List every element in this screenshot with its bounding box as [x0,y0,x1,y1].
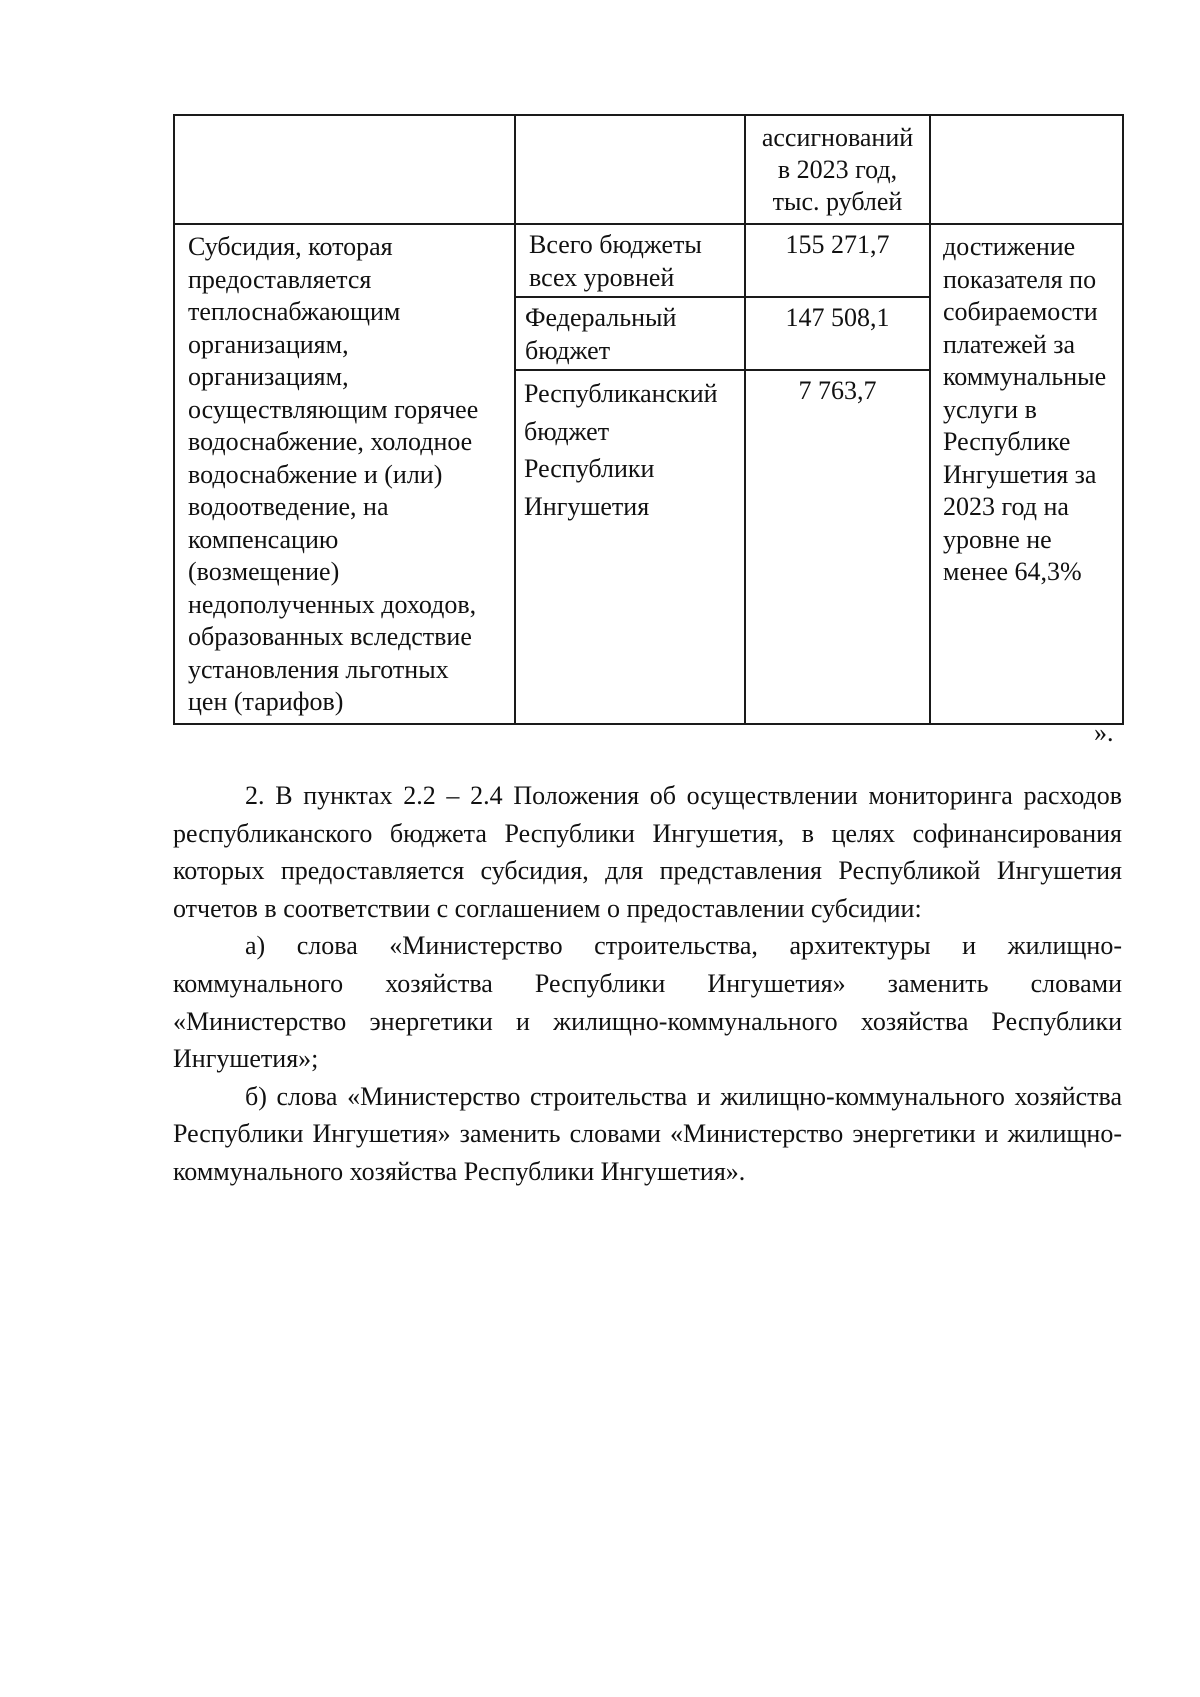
budget-level-line: Республики [524,454,655,483]
goal-line: Ингушетия за [943,459,1097,489]
goal-line: коммунальные [943,362,1107,391]
header-amount-line: тыс. рублей [772,187,903,216]
subsidy-line: недополученных доходов, [188,589,477,619]
table-header-row [174,115,1123,224]
subsidy-line: организациям, [188,329,349,359]
goal-line: 2023 год на [943,492,1069,521]
header-cell-empty-4 [930,115,1123,224]
subsidy-line: водоснабжение, холодное [188,427,473,456]
amount-cell: 155 271,7 [745,224,930,297]
subsidy-line: предоставляется [188,264,372,294]
amount-cell: 147 508,1 [745,297,930,370]
goal-line: платежей за [943,329,1076,359]
subsidy-line: водоснабжение и (или) [188,459,443,489]
header-cell-amount [745,115,930,224]
budget-level-line: Всего бюджеты [529,230,702,259]
subsidy-line: организациям, [188,362,349,391]
closing-quote: ». [1094,718,1114,747]
amount-cell: 7 763,7 [745,370,930,724]
budget-level-line: Ингушетия [524,491,650,521]
subsidy-description-cell [174,224,515,724]
paragraph-item-2: 2. В пунктах 2.2 – 2.4 Положения об осуществлении мониторинга расходов республиканского бюджета Республики Ингушетия, в целях софинансирования которых предоставляется субсидия, для представления Республикой Ингушетия отчетов в соответствии с соглашением о предоставлении субсидии: [173,781,1122,923]
subsidy-line: Субсидия, которая [188,232,393,261]
goal-line: уровне не [943,524,1052,554]
budget-level-cell [515,370,745,724]
subsidy-line: образованных вследствие [188,622,472,651]
header-amount-line: в 2023 год, [777,155,898,184]
budget-level-cell [515,224,745,297]
subsidy-line: теплоснабжающим [188,297,401,326]
budget-level-line: бюджет [524,416,610,446]
budget-level-line: Республиканский [524,379,718,408]
goal-line: показателя по [943,264,1097,294]
document-body [173,777,1122,1191]
budget-level-line: всех уровней [529,262,675,292]
budget-level-line: Федеральный [525,303,677,332]
budget-table [173,114,1124,725]
budget-level-line: бюджет [525,335,611,365]
subsidy-line: осуществляющим горячее [188,394,479,424]
header-cell-empty-2 [515,115,745,224]
table-row [174,224,1123,297]
subsidy-line: (возмещение) [188,557,340,586]
header-cell-empty-1 [174,115,515,224]
paragraph-subitem-b: б) слова «Министерство строительства и жилищно-коммунального хозяйства Республики Ингушетия» заменить словами «Министерство энергетики и жилищно-коммунального хозяйства Республики Ингушетия». [173,1081,1122,1186]
goal-line: достижение [943,232,1076,261]
goal-line: менее 64,3% [943,557,1082,586]
goal-line: собираемости [943,297,1098,326]
goal-cell [930,224,1123,724]
goal-line: услуги в [943,394,1037,424]
header-amount-line: ассигнований [761,123,914,152]
paragraph-subitem-a: а) слова «Министерство строительства, архитектуры и жилищно-коммунального хозяйства Республики Ингушетия» заменить словами «Министерство энергетики и жилищно-коммунального хозяйства Республики Ингушетия»; [173,931,1122,1074]
subsidy-line: водоотведение, на [188,492,389,521]
goal-line: Республике [943,427,1071,456]
subsidy-line: цен (тарифов) [188,687,344,716]
subsidy-line: компенсацию [188,524,339,554]
budget-level-cell [515,297,745,370]
subsidy-line: установления льготных [188,654,449,684]
